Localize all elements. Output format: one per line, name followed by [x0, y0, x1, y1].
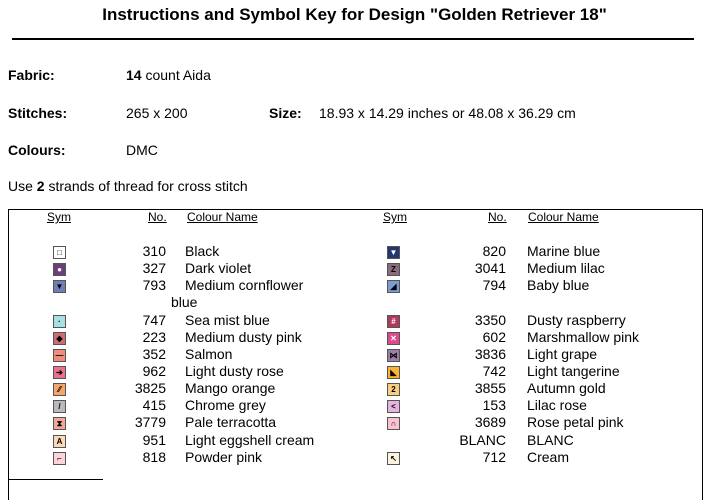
colour-number: 327: [142, 260, 166, 276]
dot-icon: ·: [53, 315, 66, 328]
dash-icon: —: [53, 349, 66, 362]
left-name-continuation: blue: [171, 294, 198, 310]
colour-name: Marshmallow pink: [527, 329, 640, 345]
number-two-icon: 2: [387, 383, 400, 396]
colour-number: 794: [482, 277, 506, 293]
colour-name: BLANC: [527, 432, 574, 448]
colour-name: Salmon: [185, 346, 233, 362]
page-title: Instructions and Symbol Key for Design "Golden Retriever 18": [102, 5, 607, 24]
colour-number: BLANC: [459, 432, 506, 448]
colour-number: 742: [482, 363, 506, 379]
colour-number: 820: [482, 243, 506, 259]
slash-icon: /: [53, 400, 66, 413]
colour-name: Light tangerine: [527, 363, 620, 379]
colour-number: 3836: [474, 346, 506, 362]
fabric-label: Fabric:: [8, 67, 55, 83]
diamond-icon: ◆: [53, 332, 66, 345]
colour-name: Dusty raspberry: [527, 312, 626, 328]
title-divider: [12, 38, 694, 40]
stitches-value: 265 x 200: [126, 105, 188, 121]
size-label: Size:: [269, 105, 302, 121]
colour-name: Medium dusty pink: [185, 329, 302, 345]
colour-name: Marine blue: [527, 243, 601, 259]
lower-triangle-icon: ◣: [387, 366, 400, 379]
down-triangle-icon: ▼: [387, 246, 400, 259]
colour-number: 712: [482, 449, 506, 465]
colours-value: DMC: [126, 142, 158, 158]
colour-number: 352: [142, 346, 166, 362]
colour-number: 962: [142, 363, 166, 379]
header-name-right: Colour Name: [528, 210, 599, 224]
colour-name: Mango orange: [185, 380, 276, 396]
slashes-icon: ⁄⁄: [53, 383, 66, 396]
colour-name: Powder pink: [185, 449, 263, 465]
colour-number: 747: [142, 312, 166, 328]
fabric-count: 14: [126, 67, 142, 83]
arch-icon: ∩: [387, 417, 400, 430]
stitches-label: Stitches:: [8, 105, 68, 121]
colour-number: 3779: [134, 414, 166, 430]
arrow-icon: ➔: [53, 366, 66, 379]
colour-number: 3825: [134, 380, 166, 396]
colour-number: 310: [142, 243, 166, 259]
header-sym-left: Sym: [47, 210, 71, 224]
colour-number: 223: [142, 329, 166, 345]
colours-label: Colours:: [8, 142, 66, 158]
colour-name: Sea mist blue: [185, 312, 270, 328]
size-value: 18.93 x 14.29 inches or 48.08 x 36.29 cm: [319, 105, 576, 121]
down-triangle-icon: ▼: [53, 280, 66, 293]
colour-name: Light eggshell cream: [185, 432, 315, 448]
fabric-value: [126, 67, 211, 83]
colour-number: 818: [142, 449, 166, 465]
fabric-type: count Aida: [141, 67, 211, 83]
arrow-up-left-icon: ↖: [387, 452, 400, 465]
colour-number: 951: [142, 432, 166, 448]
colour-name: Medium cornflower: [185, 277, 304, 293]
colour-name: Pale terracotta: [185, 414, 277, 430]
colour-number: 602: [482, 329, 506, 345]
letter-z-icon: Z: [387, 263, 400, 276]
instruction-pre: Use: [8, 178, 37, 194]
colour-name: Baby blue: [527, 277, 590, 293]
instruction-text: [8, 178, 248, 194]
colour-number: 3689: [474, 414, 506, 430]
colour-number: 153: [482, 397, 506, 413]
colour-name: Medium lilac: [527, 260, 605, 276]
letter-a-icon: A: [53, 435, 66, 448]
less-than-icon: <: [387, 400, 400, 413]
colour-number: 3855: [474, 380, 506, 396]
colour-name: Rose petal pink: [527, 414, 624, 430]
colour-name: Black: [185, 243, 220, 259]
instruction-post: strands of thread for cross stitch: [44, 178, 248, 194]
cross-icon: ✕: [387, 332, 400, 345]
bowtie-icon: ⋈: [387, 349, 400, 362]
hash-icon: #: [387, 315, 400, 328]
hourglass-icon: ⧗: [53, 417, 66, 430]
colour-number: 793: [142, 277, 166, 293]
corner-triangle-icon: ◢: [387, 280, 400, 293]
colour-name: Light grape: [527, 346, 598, 362]
hollow-square-icon: □: [53, 246, 66, 259]
colour-name: Chrome grey: [185, 397, 266, 413]
colour-name: Dark violet: [185, 260, 252, 276]
header-no-left: No.: [148, 210, 167, 224]
corner-icon: ⌐: [53, 452, 66, 465]
table-bottom-edge: [8, 479, 103, 480]
colour-number: 3350: [474, 312, 506, 328]
header-name-left: Colour Name: [187, 210, 258, 224]
colour-number: 415: [142, 397, 166, 413]
header-no-right: No.: [488, 210, 507, 224]
colour-number: 3041: [474, 260, 506, 276]
circle-icon: ●: [53, 263, 66, 276]
colour-name: Cream: [527, 449, 570, 465]
header-sym-right: Sym: [383, 210, 407, 224]
colour-name: Autumn gold: [527, 380, 606, 396]
instruction-strands: 2: [36, 178, 45, 194]
colour-name: Lilac rose: [527, 397, 587, 413]
colour-name: Light dusty rose: [185, 363, 284, 379]
